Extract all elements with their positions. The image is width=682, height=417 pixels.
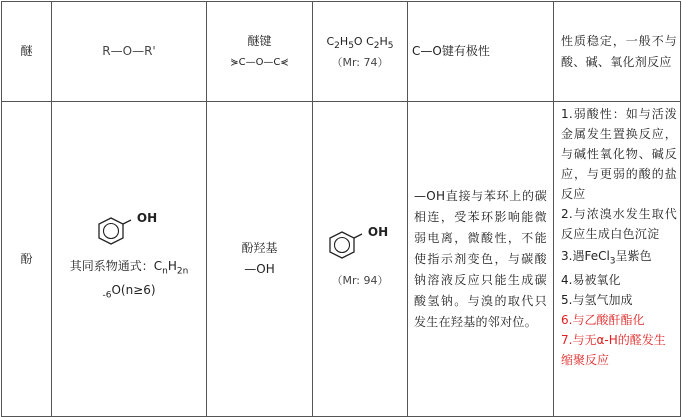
phenol-group-label: 酚羟基 <box>241 241 278 255</box>
comparison-table <box>1 1 681 417</box>
phenol-example-mr: （Mr: 94） <box>331 273 389 287</box>
ether-example-formula: $C_2H_5O$ $C_2H_5$ <box>326 34 394 51</box>
ether-example <box>313 2 408 102</box>
phenol-prop-3: 3.遇FeCl$_3$呈紫色 <box>561 249 652 267</box>
phenol-example <box>313 102 408 417</box>
oh-label: OH <box>136 211 158 225</box>
ether-general-formula: R—O—R' <box>52 2 207 102</box>
ether-name: 醚 <box>2 2 52 102</box>
phenol-properties <box>554 102 681 417</box>
phenol-structure-note: —OH直接与苯环上的碳相连，受苯环影响能微弱电离，微酸性，不能使指示剂变色，与碳酸钠溶液反应只能生成碳酸氢钠。与溴的取代只发生在羟基的邻对位。 <box>408 102 554 417</box>
phenol-prop-7: 7.与无α-H的醛发生缩聚反应 <box>561 333 666 367</box>
phenol-name: 酚 <box>2 102 52 417</box>
phenol-structure-diagram <box>52 211 206 250</box>
ether-row <box>2 2 681 102</box>
phenol-prop-6: 6.与乙酸酐酯化 <box>561 313 645 327</box>
ether-properties: 性质稳定，一般不与酸、碱、氧化剂反应 <box>554 2 681 102</box>
phenol-row <box>2 102 681 417</box>
ether-bond-label: 醚键 <box>247 33 272 48</box>
ether-example-mr: （Mr: 74） <box>331 55 389 69</box>
phenol-prop-4: 4.易被氧化 <box>561 273 621 287</box>
phenol-prop-5: 5.与氢气加成 <box>561 293 633 307</box>
ether-bond-formula: ⋟C—O—C⋞ <box>230 56 289 68</box>
phenol-series-formula-cont: $_{-6}$O(n≥6) <box>102 283 156 301</box>
phenol-series-formula: 其同系物通式：$C_nH_{2n}$ <box>69 259 189 277</box>
phenol-functional-group <box>207 102 313 417</box>
phenol-prop-1: 1.弱酸性：如与活泼金属发生置换反应，与碱性氧化物、碱反应，与更弱的酸的盐反应 <box>561 107 677 201</box>
ether-functional-group <box>207 2 313 102</box>
benzene-ring-icon <box>326 228 374 264</box>
benzene-ring-icon <box>95 214 143 250</box>
ether-structure-note: C—O键有极性 <box>408 2 554 102</box>
phenol-example-structure <box>313 224 407 264</box>
phenol-prop-2: 2.与浓溴水发生取代反应生成白色沉淀 <box>561 207 677 241</box>
oh-label: OH <box>367 224 389 239</box>
phenol-group-formula: —OH <box>244 262 275 276</box>
phenol-general <box>52 102 207 417</box>
